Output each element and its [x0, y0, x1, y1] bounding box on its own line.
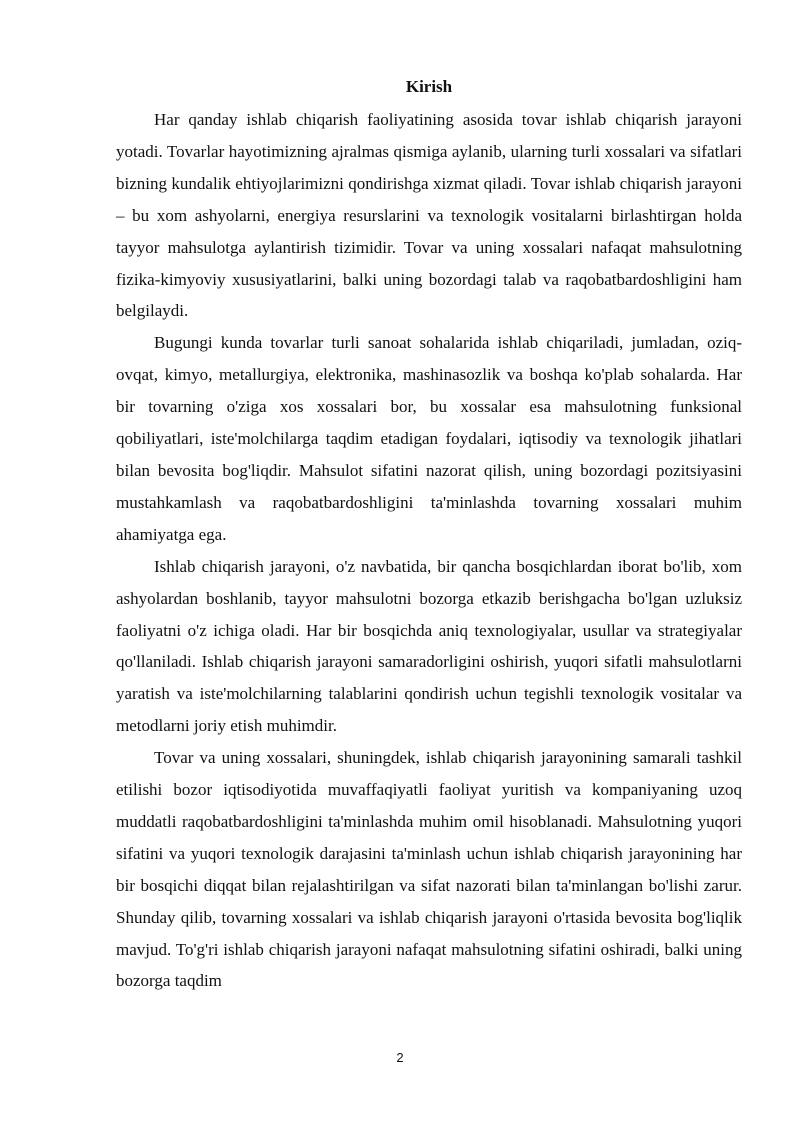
section-title: Kirish [405, 77, 453, 96]
paragraph-4: Tovar va uning xossalari, shuningdek, ishlab chiqarish jarayonining samarali tashkil etilishi bozor iqtisodiyotida muvaffaqiyatli faoliyat yuritish va kompaniyaning uzoq muddatli raqobatbardoshligini ta'minlashda muhim omil hisoblanadi. Mahsulotning yuqori sifatini va yuqori texnologik darajasini ta'minlash uchun ishlab chiqarish jarayonining har bir bosqichi diqqat bilan rejalashtirilgan va sifat nazorati bilan ta'minlangan bo'lishi zarur. Shunday qilib, tovarning xossalari va ishlab chiqarish jarayoni o'rtasida bevosita bog'liqlik mavjud. To'g'ri ishlab chiqarish jarayoni nafaqat mahsulotning sifatini oshiradi, balki uning bozorga taqdim [116, 748, 742, 991]
page-number: 2 [396, 1050, 404, 1065]
paragraph-2: Bugungi kunda tovarlar turli sanoat sohalarida ishlab chiqariladi, jumladan, oziq-ovqat, kimyo, metallurgiya, elektronika, mashinasozlik va boshqa ko'plab sohalarda. Har bir tovarning o'ziga xos xossalari bor, bu xossalar esa mahsulotning funksional qobiliyatlari, iste'molchilarga taqdim etadigan foydalari, iqtisodiy va texnologik jihatlari bilan bevosita bog'liqdir. Mahsulot sifatini nazorat qilish, uning bozordagi pozitsiyasini mustahkamlash va raqobatbardoshligini ta'minlashda tovarning xossalari muhim ahamiyatga ega. [116, 333, 742, 544]
document-page [116, 74, 742, 997]
paragraph-3: Ishlab chiqarish jarayoni, o'z navbatida, bir qancha bosqichlardan iborat bo'lib, xom ashyolardan boshlanib, tayyor mahsulotni bozorga etkazib berishgacha bo'lgan uzluksiz faoliyatni o'z ichiga oladi. Har bir bosqichda aniq texnologiyalar, usullar va strategiyalar qo'llaniladi. Ishlab chiqarish jarayoni samaradorligini oshirish, yuqori sifatli mahsulotlarni yaratish va iste'molchilarning talablarini qondirish uchun tegishli texnologik vositalar va metodlarni joriy etish muhimdir. [116, 556, 742, 736]
paragraph-1: Har qanday ishlab chiqarish faoliyatining asosida tovar ishlab chiqarish jarayoni yotadi. Tovarlar hayotimizning ajralmas qismiga aylanib, ularning turli xossalari va sifatlari bizning kundalik ehtiyojlarimizni qondirishga xizmat qiladi. Tovar ishlab chiqarish jarayoni – bu xom ashyolarni, energiya resurslarini va texnologik vositalarni birlashtirgan holda tayyor mahsulotga aylantirish tizimidir. Tovar va uning xossalari nafaqat mahsulotning fizika-kimyoviy xususiyatlarini, balki uning bozordagi talab va raqobatbardoshligini ham belgilaydi. [116, 110, 742, 321]
